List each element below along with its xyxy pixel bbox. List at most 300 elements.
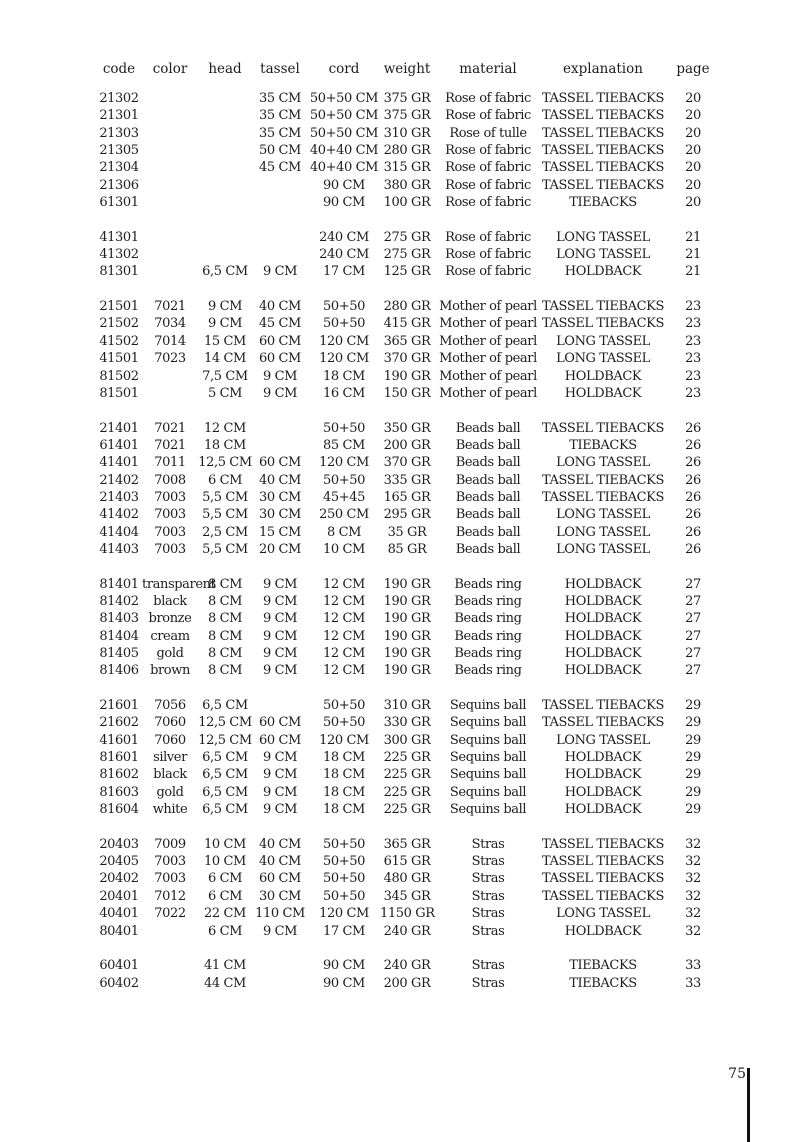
cell-color: 7034: [154, 316, 186, 332]
cell-tassel: 40 CM: [259, 836, 301, 852]
table-row: [96, 732, 722, 749]
cell-page: 29: [685, 784, 701, 800]
cell-material: Beads ball: [455, 507, 521, 523]
cell-weight: 315 GR: [383, 160, 431, 176]
cell-weight: 190 GR: [383, 368, 431, 384]
cell-color: 7003: [154, 489, 186, 505]
cell-page: 27: [685, 663, 701, 679]
header-cord: cord: [328, 61, 360, 77]
cell-explanation: TASSEL TIEBACKS: [542, 715, 664, 731]
cell-page: 32: [685, 871, 701, 887]
header-head: head: [208, 61, 242, 77]
cell-weight: 280 GR: [383, 299, 431, 315]
cell-head: 5,5 CM: [202, 507, 248, 523]
cell-code: 21601: [99, 698, 139, 714]
cell-weight: 150 GR: [383, 385, 431, 401]
table-row: [96, 749, 722, 766]
cell-head: 6 CM: [207, 871, 243, 887]
cell-code: 21502: [99, 316, 139, 332]
cell-material: Stras: [471, 836, 505, 852]
cell-explanation: TIEBACKS: [569, 958, 637, 974]
header-page: page: [676, 61, 710, 77]
cell-weight: 615 GR: [383, 854, 431, 870]
cell-code: 21401: [99, 420, 139, 436]
cell-tassel: 60 CM: [259, 455, 301, 471]
cell-weight: 350 GR: [383, 420, 431, 436]
cell-material: Beads ball: [455, 455, 521, 471]
table-row: [96, 506, 722, 523]
cell-cord: 90 CM: [323, 195, 365, 211]
cell-page: 23: [685, 316, 701, 332]
header-weight: weight: [383, 61, 431, 77]
cell-page: 29: [685, 802, 701, 818]
cell-explanation: TASSEL TIEBACKS: [542, 420, 664, 436]
cell-explanation: LONG TASSEL: [556, 229, 650, 245]
cell-cord: 50+50: [323, 715, 365, 731]
cell-explanation: TASSEL TIEBACKS: [542, 125, 664, 141]
cell-color: black: [153, 593, 187, 609]
table-row: [96, 142, 722, 159]
cell-color: 7003: [154, 854, 186, 870]
cell-weight: 375 GR: [383, 108, 431, 124]
cell-code: 21402: [99, 472, 139, 488]
cell-cord: 50+50: [323, 871, 365, 887]
table-row: [96, 177, 722, 194]
cell-page: 20: [685, 143, 701, 159]
row-group: [96, 836, 722, 940]
cell-page: 29: [685, 698, 701, 714]
cell-page: 27: [685, 611, 701, 627]
cell-color: 7003: [154, 541, 186, 557]
cell-material: Beads ring: [454, 593, 522, 609]
cell-material: Stras: [471, 923, 505, 939]
cell-color: bronze: [148, 611, 192, 627]
cell-material: Stras: [471, 975, 505, 991]
table-row: [96, 975, 722, 992]
cell-tassel: 45 CM: [259, 160, 301, 176]
cell-cord: 18 CM: [323, 767, 365, 783]
cell-page: 27: [685, 593, 701, 609]
cell-cord: 90 CM: [323, 975, 365, 991]
cell-code: 21501: [99, 299, 139, 315]
cell-material: Beads ball: [455, 541, 521, 557]
cell-explanation: TIEBACKS: [569, 195, 637, 211]
table-row: [96, 107, 722, 124]
row-group: [96, 420, 722, 559]
cell-cord: 16 CM: [323, 385, 365, 401]
cell-tassel: 35 CM: [259, 108, 301, 124]
row-group: [96, 576, 722, 680]
cell-material: Rose of fabric: [445, 264, 531, 280]
cell-weight: 480 GR: [383, 871, 431, 887]
table-row: [96, 593, 722, 610]
cell-head: 6,5 CM: [202, 750, 248, 766]
cell-page: 23: [685, 351, 701, 367]
cell-cord: 240 CM: [319, 247, 369, 263]
cell-material: Beads ring: [454, 646, 522, 661]
cell-head: 5,5 CM: [202, 489, 248, 505]
cell-explanation: TASSEL TIEBACKS: [542, 143, 664, 159]
cell-color: 7009: [154, 836, 186, 852]
table-row: [96, 870, 722, 887]
cell-explanation: TASSEL TIEBACKS: [542, 698, 664, 714]
cell-explanation: HOLDBACK: [564, 628, 642, 644]
cell-explanation: HOLDBACK: [564, 646, 642, 661]
row-group: [96, 229, 722, 281]
cell-cord: 17 CM: [323, 923, 365, 939]
cell-cord: 10 CM: [323, 541, 365, 557]
row-group: [96, 697, 722, 818]
cell-weight: 295 GR: [383, 507, 431, 523]
cell-cord: 50+50: [323, 698, 365, 714]
cell-material: Rose of fabric: [445, 177, 531, 193]
cell-material: Rose of fabric: [445, 143, 531, 159]
cell-explanation: TASSEL TIEBACKS: [542, 888, 664, 904]
cell-tassel: 60 CM: [259, 333, 301, 349]
cell-tassel: 9 CM: [262, 923, 298, 939]
cell-weight: 225 GR: [383, 802, 431, 818]
cell-code: 80401: [99, 923, 139, 939]
table-row: [96, 263, 722, 280]
cell-cord: 50+50: [323, 854, 365, 870]
cell-tassel: 9 CM: [262, 628, 298, 644]
cell-explanation: HOLDBACK: [564, 750, 642, 766]
cell-material: Sequins ball: [449, 698, 527, 714]
cell-material: Mother of pearl: [439, 333, 537, 349]
table-row: [96, 472, 722, 489]
cell-cord: 120 CM: [319, 333, 369, 349]
cell-code: 21303: [99, 125, 139, 141]
cell-color: gold: [156, 784, 184, 800]
cell-explanation: TASSEL TIEBACKS: [542, 854, 664, 870]
cell-head: 2,5 CM: [202, 524, 248, 540]
cell-head: 6,5 CM: [202, 264, 248, 280]
cell-explanation: TIEBACKS: [569, 437, 637, 453]
table-row: [96, 923, 722, 940]
cell-weight: 345 GR: [383, 888, 431, 904]
cell-tassel: 9 CM: [262, 385, 298, 401]
cell-tassel: 9 CM: [262, 368, 298, 384]
cell-weight: 380 GR: [383, 177, 431, 193]
cell-cord: 50+50 CM: [309, 91, 379, 106]
cell-tassel: 9 CM: [262, 593, 298, 609]
cell-cord: 120 CM: [319, 732, 369, 748]
cell-material: Beads ball: [455, 472, 521, 488]
cell-code: 41302: [99, 247, 139, 263]
cell-material: Beads ball: [455, 420, 521, 436]
cell-cord: 12 CM: [323, 663, 365, 679]
cell-head: 15 CM: [204, 333, 246, 349]
cell-explanation: HOLDBACK: [564, 784, 642, 800]
cell-weight: 190 GR: [383, 628, 431, 644]
cell-page: 26: [685, 489, 701, 505]
cell-explanation: TIEBACKS: [569, 975, 637, 991]
cell-explanation: HOLDBACK: [564, 593, 642, 609]
cell-page: 26: [685, 420, 701, 436]
cell-explanation: TASSEL TIEBACKS: [542, 836, 664, 852]
cell-material: Sequins ball: [449, 802, 527, 818]
cell-material: Beads ring: [454, 611, 522, 627]
cell-code: 41301: [99, 229, 139, 245]
cell-weight: 200 GR: [383, 975, 431, 991]
cell-head: 12 CM: [204, 420, 246, 436]
header-color: color: [152, 61, 188, 77]
cell-material: Rose of tulle: [449, 125, 527, 141]
cell-explanation: LONG TASSEL: [556, 247, 650, 263]
cell-cord: 40+40 CM: [309, 160, 379, 176]
table-row: [96, 784, 722, 801]
cell-weight: 225 GR: [383, 784, 431, 800]
table-row: [96, 246, 722, 263]
cell-tassel: 35 CM: [259, 125, 301, 141]
cell-explanation: TASSEL TIEBACKS: [542, 316, 664, 332]
cell-explanation: HOLDBACK: [564, 264, 642, 280]
cell-tassel: 9 CM: [262, 784, 298, 800]
cell-cord: 12 CM: [323, 646, 365, 661]
table-row: [96, 333, 722, 350]
cell-code: 21306: [99, 177, 139, 193]
cell-material: Beads ring: [454, 663, 522, 679]
cell-page: 26: [685, 507, 701, 523]
cell-page: 32: [685, 888, 701, 904]
table-row: [96, 350, 722, 367]
cell-head: 10 CM: [204, 854, 246, 870]
cell-head: 6 CM: [207, 472, 243, 488]
cell-tassel: 9 CM: [262, 750, 298, 766]
cell-weight: 335 GR: [383, 472, 431, 488]
cell-head: 8 CM: [207, 576, 243, 592]
cell-page: 21: [685, 229, 701, 245]
table-row: [96, 697, 722, 714]
cell-tassel: 60 CM: [259, 871, 301, 887]
cell-explanation: HOLDBACK: [564, 802, 642, 818]
row-group: [96, 298, 722, 402]
cell-head: 6,5 CM: [202, 802, 248, 818]
cell-cord: 12 CM: [323, 611, 365, 627]
cell-page: 21: [685, 247, 701, 263]
cell-cord: 50+50 CM: [309, 108, 379, 124]
table-row: [96, 662, 722, 679]
cell-cord: 17 CM: [323, 264, 365, 280]
cell-head: 41 CM: [204, 958, 246, 974]
cell-explanation: LONG TASSEL: [556, 351, 650, 367]
cell-color: transparent: [142, 576, 216, 592]
cell-tassel: 15 CM: [259, 524, 301, 540]
cell-cord: 120 CM: [319, 351, 369, 367]
cell-code: 81501: [99, 385, 139, 401]
cell-tassel: 40 CM: [259, 299, 301, 315]
cell-material: Sequins ball: [449, 715, 527, 731]
cell-material: Stras: [471, 854, 505, 870]
cell-weight: 1150 GR: [380, 906, 435, 922]
table-row: [96, 298, 722, 315]
table-row: [96, 229, 722, 246]
cell-weight: 240 GR: [383, 958, 431, 974]
cell-tassel: 30 CM: [259, 888, 301, 904]
cell-head: 6,5 CM: [202, 698, 248, 714]
cell-color: 7003: [154, 871, 186, 887]
table-row: [96, 610, 722, 627]
cell-cord: 18 CM: [323, 368, 365, 384]
cell-cord: 40+40 CM: [309, 143, 379, 159]
cell-cord: 120 CM: [319, 455, 369, 471]
cell-material: Mother of pearl: [439, 368, 537, 384]
cell-code: 81301: [99, 264, 139, 280]
cell-head: 10 CM: [204, 836, 246, 852]
cell-tassel: 40 CM: [259, 472, 301, 488]
cell-explanation: HOLDBACK: [564, 576, 642, 592]
cell-page: 20: [685, 195, 701, 211]
cell-weight: 190 GR: [383, 611, 431, 627]
cell-page: 23: [685, 385, 701, 401]
cell-explanation: HOLDBACK: [564, 385, 642, 401]
cell-explanation: LONG TASSEL: [556, 732, 650, 748]
cell-explanation: TASSEL TIEBACKS: [542, 91, 664, 106]
cell-head: 44 CM: [204, 975, 246, 991]
cell-head: 8 CM: [207, 611, 243, 627]
cell-page: 23: [685, 299, 701, 315]
table-row: [96, 159, 722, 176]
cell-weight: 375 GR: [383, 91, 431, 106]
cell-material: Rose of fabric: [445, 229, 531, 245]
cell-cord: 240 CM: [319, 229, 369, 245]
cell-material: Rose of fabric: [445, 247, 531, 263]
cell-tassel: 40 CM: [259, 854, 301, 870]
table-row: [96, 801, 722, 818]
cell-page: 20: [685, 125, 701, 141]
cell-material: Rose of fabric: [445, 160, 531, 176]
cell-code: 21302: [99, 91, 139, 106]
cell-color: white: [152, 802, 188, 818]
cell-material: Mother of pearl: [439, 316, 537, 332]
cell-head: 12,5 CM: [198, 455, 252, 471]
cell-head: 8 CM: [207, 628, 243, 644]
cell-material: Sequins ball: [449, 767, 527, 783]
cell-weight: 300 GR: [383, 732, 431, 748]
cell-code: 81502: [99, 368, 139, 384]
cell-code: 21602: [99, 715, 139, 731]
cell-cord: 50+50: [323, 299, 365, 315]
cell-material: Mother of pearl: [439, 351, 537, 367]
table-row: [96, 836, 722, 853]
cell-color: 7008: [154, 472, 186, 488]
cell-explanation: LONG TASSEL: [556, 507, 650, 523]
cell-page: 23: [685, 333, 701, 349]
cell-tassel: 9 CM: [262, 767, 298, 783]
cell-page: 32: [685, 906, 701, 922]
table-row: [96, 454, 722, 471]
cell-color: 7056: [154, 698, 186, 714]
cell-material: Mother of pearl: [439, 385, 537, 401]
cell-tassel: 9 CM: [262, 802, 298, 818]
cell-weight: 100 GR: [383, 195, 431, 211]
cell-material: Rose of fabric: [445, 108, 531, 124]
table-row: [96, 437, 722, 454]
cell-color: 7014: [154, 333, 186, 349]
cell-color: black: [153, 767, 187, 783]
cell-material: Mother of pearl: [439, 299, 537, 315]
cell-weight: 85 GR: [387, 541, 427, 557]
cell-head: 6,5 CM: [202, 767, 248, 783]
table-row: [96, 385, 722, 402]
cell-explanation: HOLDBACK: [564, 663, 642, 679]
cell-code: 41502: [99, 333, 139, 349]
page-number: 75: [728, 1066, 746, 1082]
cell-page: 20: [685, 108, 701, 124]
cell-explanation: TASSEL TIEBACKS: [542, 299, 664, 315]
cell-tassel: 9 CM: [262, 663, 298, 679]
cell-explanation: HOLDBACK: [564, 368, 642, 384]
cell-code: 60402: [99, 975, 139, 991]
cell-tassel: 9 CM: [262, 576, 298, 592]
cell-code: 41401: [99, 455, 139, 471]
cell-tassel: 110 CM: [255, 906, 305, 922]
cell-head: 6 CM: [207, 923, 243, 939]
cell-tassel: 9 CM: [262, 646, 298, 661]
cell-tassel: 50 CM: [259, 143, 301, 159]
cell-weight: 370 GR: [383, 455, 431, 471]
cell-page: 20: [685, 160, 701, 176]
cell-page: 29: [685, 750, 701, 766]
cell-code: 20401: [99, 888, 139, 904]
table-row: [96, 315, 722, 332]
cell-head: 5,5 CM: [202, 541, 248, 557]
header-material: material: [459, 61, 517, 77]
cell-code: 21403: [99, 489, 139, 505]
cell-tassel: 60 CM: [259, 732, 301, 748]
cell-page: 26: [685, 541, 701, 557]
table-row: [96, 645, 722, 662]
cell-code: 41601: [99, 732, 139, 748]
cell-code: 81604: [99, 802, 139, 818]
cell-explanation: LONG TASSEL: [556, 524, 650, 540]
cell-weight: 365 GR: [383, 836, 431, 852]
table-row: [96, 524, 722, 541]
cell-code: 21304: [99, 160, 139, 176]
cell-weight: 200 GR: [383, 437, 431, 453]
cell-weight: 240 GR: [383, 923, 431, 939]
cell-page: 32: [685, 854, 701, 870]
cell-material: Stras: [471, 871, 505, 887]
cell-page: 32: [685, 836, 701, 852]
cell-code: 81404: [99, 628, 139, 644]
cell-head: 12,5 CM: [198, 732, 252, 748]
cell-color: 7021: [154, 299, 186, 315]
cell-page: 26: [685, 524, 701, 540]
cell-color: 7003: [154, 507, 186, 523]
cell-cord: 90 CM: [323, 958, 365, 974]
cell-material: Beads ball: [455, 489, 521, 505]
cell-code: 20402: [99, 871, 139, 887]
cell-code: 41403: [99, 541, 139, 557]
cell-page: 29: [685, 732, 701, 748]
cell-color: 7060: [154, 715, 186, 731]
cell-head: 9 CM: [207, 299, 243, 315]
row-group: [96, 90, 722, 211]
cell-head: 8 CM: [207, 663, 243, 679]
cell-cord: 50+50: [323, 472, 365, 488]
cell-code: 81406: [99, 663, 139, 679]
cell-page: 29: [685, 767, 701, 783]
cell-code: 81403: [99, 611, 139, 627]
cell-weight: 370 GR: [383, 351, 431, 367]
cell-code: 60401: [99, 958, 139, 974]
cell-explanation: HOLDBACK: [564, 923, 642, 939]
cell-code: 81602: [99, 767, 139, 783]
cell-page: 27: [685, 628, 701, 644]
cell-weight: 225 GR: [383, 750, 431, 766]
cell-code: 40401: [99, 906, 139, 922]
